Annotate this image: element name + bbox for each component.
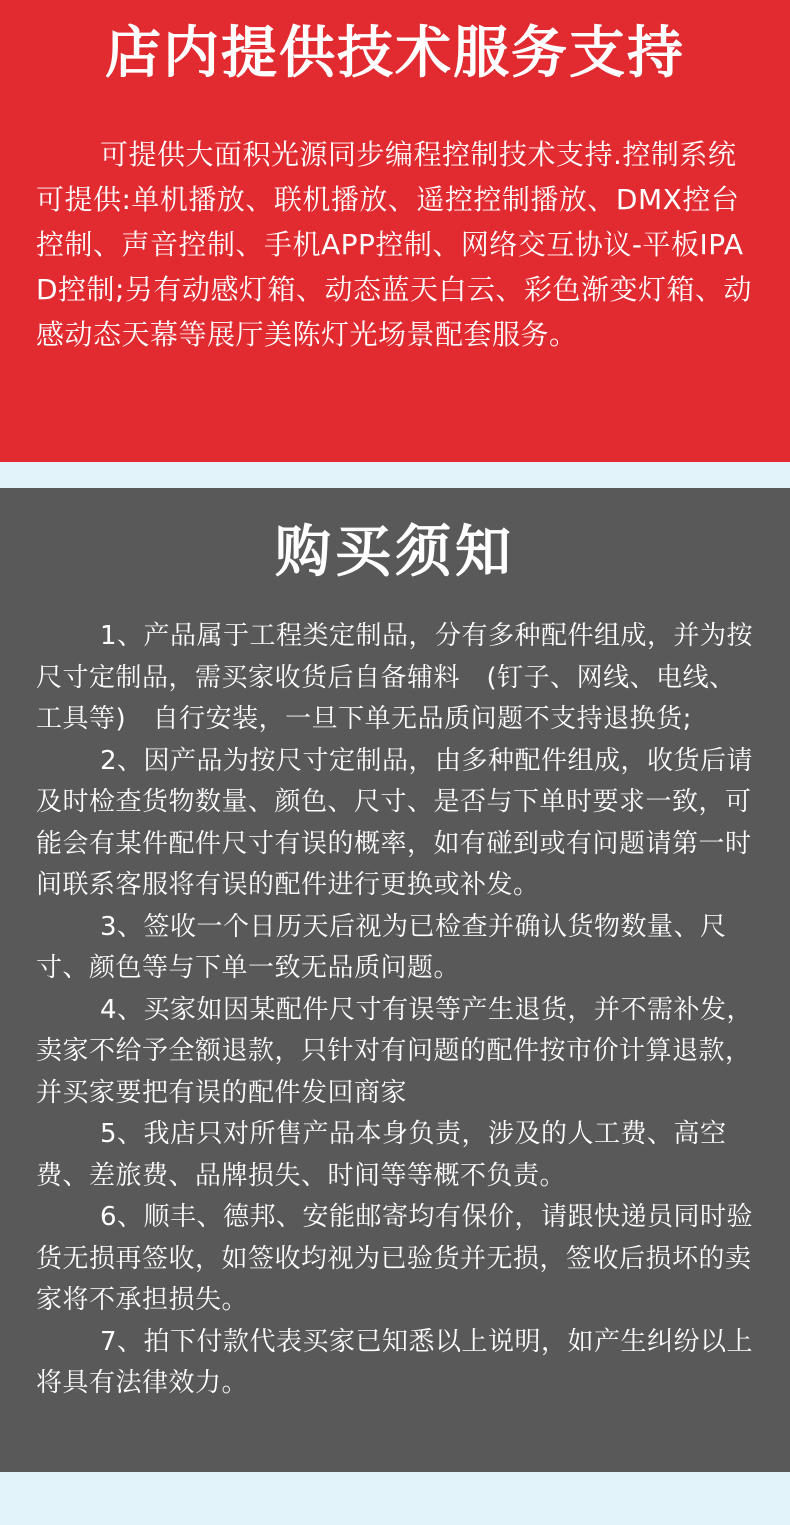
- notice-item-3: 3、签收一个日历天后视为已检查并确认货物数量、尺寸、颜色等与下单一致无品质问题。: [36, 911, 727, 983]
- service-support-section: [0, 0, 790, 462]
- notice-item-1: 1、产品属于工程类定制品，分有多种配件组成，并为按尺寸定制品，需买家收货后自备辅料 (钉子、网线、电线、工具等) 自行安装，一旦下单无品质问题不支持退换货;: [36, 621, 754, 734]
- section-divider: [0, 462, 790, 488]
- purchase-notice-list: [36, 616, 756, 1405]
- service-support-description: 可提供大面积光源同步编程控制技术支持.控制系统可提供:单机播放、联机播放、遥控控制播放、DMX控台控制、声音控制、手机APP控制、网络交互协议-平板IPAD控制;另有动感灯箱、动态蓝天白云、彩色渐变灯箱、动感动态天幕等展厅美陈灯光场景配套服务。: [36, 138, 752, 351]
- notice-item-5: 5、我店只对所售产品本身负责，涉及的人工费、高空费、差旅费、品牌损失、时间等等概不负责。: [36, 1119, 727, 1191]
- notice-item-6: 6、顺丰、德邦、安能邮寄均有保价，请跟快递员同时验货无损再签收，如签收均视为已验货并无损，签收后损坏的卖家将不承担损失。: [36, 1202, 754, 1315]
- notice-item-7: 7、拍下付款代表买家已知悉以上说明，如产生纠纷以上将具有法律效力。: [36, 1326, 754, 1398]
- service-support-title: 店内提供技术服务支持: [105, 21, 685, 86]
- notice-item-4: 4、买家如因某配件尺寸有误等产生退货，并不需补发，卖家不给予全额退款，只针对有问题的配件按市价计算退款，并买家要把有误的配件发回商家: [36, 994, 754, 1108]
- page-footer-band: [0, 1472, 790, 1525]
- purchase-notice-title: 购买须知: [275, 520, 515, 585]
- notice-item-2: 2、因产品为按尺寸定制品，由多种配件组成，收货后请及时检查货物数量、颜色、尺寸、是否与下单时要求一致，可能会有某件配件尺寸有误的概率，如有碰到或有问题请第一时间联系客服将有误的配件进行更换或补发。: [36, 745, 754, 900]
